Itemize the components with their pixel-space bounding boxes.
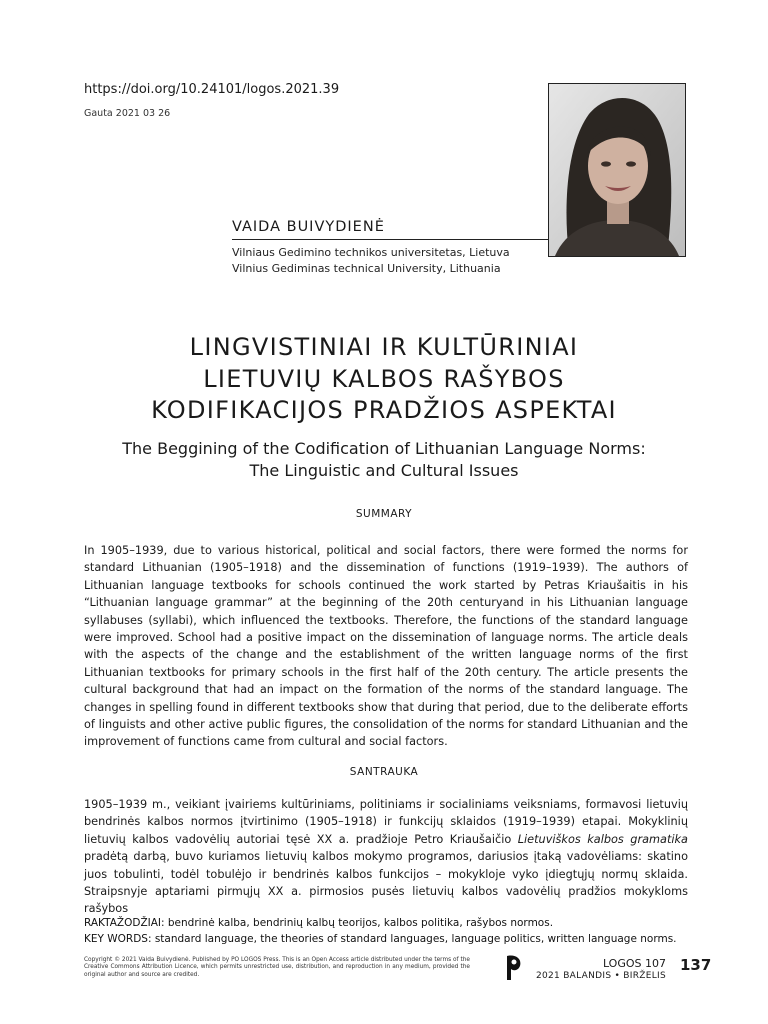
received-date: Gauta 2021 03 26 <box>84 108 171 119</box>
page-number: 137 <box>680 956 712 974</box>
summary-text: In 1905–1939, due to various historical, political and social factors, there were formed the norms for standard Lithuanian (1905–1918) and the dissemination of functions (1919–1939). The authors of Lithuanian language textbooks for schools continued the work started by Petras Kriaušaitis in his “Lithuanian language grammar” at the beginning of the 20th centuryand in his Lithuanian language syllabuses (syllabi), which influenced the textbooks. Therefore, the functions of the standard language were improved. School had a positive impact on the dissemination of language norms. The article deals with the aspects of the change and the establishment of the written language norms of the first Lithuanian textbooks for primary schools in the first half of the 20th century. The article presents the cultural background that had an impact on the formation of the norms of the standard language. The changes in spelling found in different textbooks show that during that period, due to the deliberate efforts of linguists and other active public figures, the consolidation of the norms for standard Lithuanian and the improvement of functions came from cultural and social factors. <box>84 544 688 749</box>
affiliation-lt: Vilniaus Gedimino technikos universitetas, Lietuva <box>232 246 510 259</box>
santrauka-text <box>84 796 688 916</box>
article-title-en: The Beggining of the Codification of Lithuanian Language Norms: The Linguistic and Cultural Issues <box>122 439 646 480</box>
summary-heading: SUMMARY <box>355 508 413 520</box>
author-portrait-image <box>549 84 685 256</box>
copyright-notice: Copyright © 2021 Vaida Buivydienė. Published by PO LOGOS Press. This is an Open Access article distributed under the terms of the Creative Commons Attribution Licence, which permits unrestricted use, distribution, and reproduction in any medium, provided the original author and source are credited. <box>84 957 470 978</box>
author-divider <box>232 239 548 240</box>
santrauka-text-part1: 1905–1939 m., veikiant įvairiems kultūriniams, politiniams ir socialiniams veiksniams, formavosi lietuvių bendrinės kalbos normos įtvirtinimo (1905–1918) ir funkcijų sklaidos (1919–1939) etapai. Mokyklinių lietuvių kalbos vadovėlių autoriai tęsė XX a. pradžioje Petro Kriaušaičio <box>84 798 688 846</box>
santrauka-heading: SANTRAUKA <box>349 766 419 778</box>
doi-link[interactable]: https://doi.org/10.24101/logos.2021.39 <box>84 82 340 97</box>
affiliation-en: Vilnius Gediminas technical University, Lithuania <box>232 262 501 275</box>
article-title-lt: LINGVISTINIAI IR KULTŪRINIAI LIETUVIŲ KALBOS RAŠYBOS KODIFIKACIJOS PRADŽIOS ASPEKTAI <box>151 333 617 424</box>
keywords-lt: RAKTAŽODŽIAI: bendrinė kalba, bendrinių kalbų teorijos, kalbos politika, rašybos normos. <box>84 917 554 929</box>
journal-issue: 2021 BALANDIS • BIRŽELIS <box>535 971 666 981</box>
keywords-en: KEY WORDS: standard language, the theories of standard languages, language politics, written language norms. <box>84 933 677 945</box>
santrauka-book-title: Lietuviškos kalbos gramatika <box>517 832 688 846</box>
publisher-logo-icon <box>504 954 524 982</box>
santrauka-text-part2: pradėtą darbą, buvo kuriamos lietuvių kalbos mokymo programos, dariusios įtaką vadovėliams: skatino juos tobulinti, todėl tobulėjo ir bendrinės kalbos funkcijos – mokykloje vyko įdiegtųjų normų sklaida. Straipsnyje aptariami pirmųjų XX a. pirmosios pusės lietuvių kalbos vadovėlių pradžios mokykloms rašybos <box>84 850 688 916</box>
author-photo <box>548 83 686 257</box>
author-name: VAIDA BUIVYDIENĖ <box>232 219 385 235</box>
journal-name: LOGOS 107 <box>602 957 666 970</box>
